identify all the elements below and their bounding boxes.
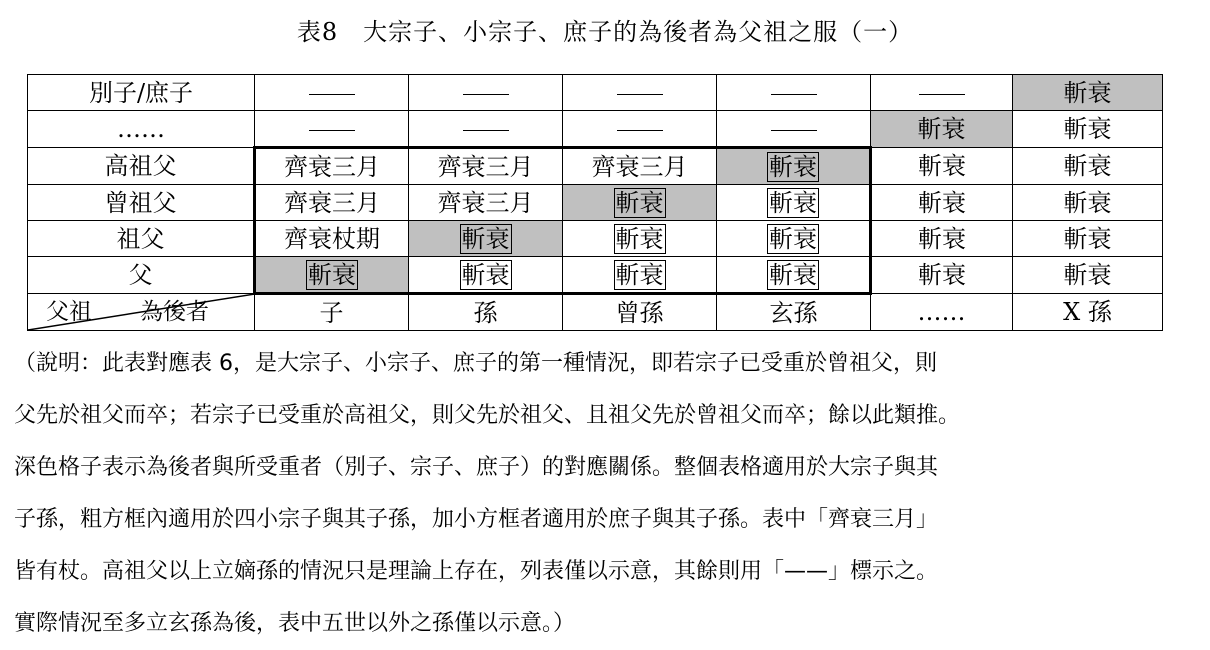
table-row: [28, 75, 1163, 111]
dash-mark: [463, 94, 509, 95]
row-label: ……: [28, 111, 255, 148]
table-cell: [409, 75, 563, 111]
boxed-cell-text: 斬衰: [769, 260, 817, 289]
table-cell: 斬衰: [1013, 221, 1163, 257]
table-title: 表8 大宗子、小宗子、庶子的為後者為父祖之服（一）: [296, 18, 914, 46]
table-cell: [255, 75, 409, 111]
boxed-cell-text: 斬衰: [769, 152, 817, 181]
boxed-cell-text: 斬衰: [461, 224, 510, 253]
table-cell: [255, 111, 409, 148]
dash-mark: [617, 94, 663, 95]
table-cell: [563, 257, 717, 294]
table-cell: 斬衰: [1013, 257, 1163, 294]
table-row: [28, 148, 1163, 185]
table-cell: [563, 185, 717, 221]
table-cell: 齊衰三月: [255, 185, 409, 221]
dash-mark: [309, 94, 355, 95]
table-cell: 齊衰三月: [255, 148, 409, 185]
table-row: [28, 221, 1163, 257]
table-cell: [409, 221, 563, 257]
boxed-cell-text: 斬衰: [461, 260, 510, 289]
table-cell: [717, 75, 871, 111]
row-label: 祖父: [28, 221, 255, 257]
column-header: 子: [255, 294, 409, 331]
note-line: 深色格子表示為後者與所受重者（別子、宗子、庶子）的對應關係。整個表格適用於大宗子與其: [14, 455, 939, 480]
mourning-table: [27, 74, 1163, 331]
boxed-cell-text: 斬衰: [769, 224, 817, 253]
table-cell: 斬衰: [871, 221, 1013, 257]
explanation-note: [14, 338, 1199, 650]
note-line: 實際情況至多立玄孫為後，表中五世以外之孫僅以示意。）: [14, 611, 576, 636]
column-header: X 孫: [1013, 294, 1163, 331]
table-row: [28, 257, 1163, 294]
dash-mark: [771, 130, 817, 131]
table-cell: 斬衰: [1013, 185, 1163, 221]
column-header: 孫: [409, 294, 563, 331]
table-cell: [563, 221, 717, 257]
table-cell: 齊衰杖期: [255, 221, 409, 257]
row-label: 父: [28, 257, 255, 294]
table-cell: 斬衰: [871, 148, 1013, 185]
dash-mark: [919, 94, 965, 95]
table-cell: 斬衰: [1013, 148, 1163, 185]
dash-mark: [463, 130, 509, 131]
boxed-cell-text: 斬衰: [615, 188, 664, 217]
note-line: 皆有杖。高祖父以上立嫡孫的情況只是理論上存在，列表僅以示意，其餘則用「——」標示之。: [14, 559, 939, 584]
table-cell: 斬衰: [871, 111, 1013, 148]
table-cell: [255, 257, 409, 294]
dash-mark: [309, 130, 355, 131]
table-cell: [409, 111, 563, 148]
row-label: 高祖父: [28, 148, 255, 185]
boxed-cell-text: 斬衰: [615, 224, 664, 253]
corner-label-right: 為後者: [140, 299, 209, 325]
corner-label-left: 父祖: [46, 299, 92, 325]
table-row: [28, 185, 1163, 221]
table-header-row: [28, 294, 1163, 331]
dash-mark: [617, 130, 663, 131]
table-cell: 斬衰: [871, 185, 1013, 221]
table-cell: [717, 148, 871, 185]
dash-mark: [771, 94, 817, 95]
table-cell: [409, 257, 563, 294]
note-line: 子孫，粗方框內適用於四小宗子與其子孫，加小方框者適用於庶子與其子孫。表中「齊衰三月」: [14, 507, 939, 532]
column-header: ……: [871, 294, 1013, 331]
note-line: （說明：此表對應表 6，是大宗子、小宗子、庶子的第一種情況，即若宗子已受重於曾祖父，則: [14, 351, 937, 376]
table-cell: 斬衰: [1013, 111, 1163, 148]
table-row: [28, 111, 1163, 148]
boxed-cell-text: 斬衰: [308, 260, 356, 289]
table-cell: 齊衰三月: [563, 148, 717, 185]
table-cell: [563, 75, 717, 111]
row-label: 別子/庶子: [28, 75, 255, 111]
boxed-cell-text: 斬衰: [615, 260, 664, 289]
row-label: 曾祖父: [28, 185, 255, 221]
corner-header: [28, 294, 255, 331]
table-cell: 斬衰: [871, 257, 1013, 294]
table-cell: [717, 185, 871, 221]
table-cell: 齊衰三月: [409, 185, 563, 221]
table-cell: 齊衰三月: [409, 148, 563, 185]
table-cell: [717, 111, 871, 148]
table-cell: [563, 111, 717, 148]
column-header: 玄孫: [717, 294, 871, 331]
table-cell: [717, 257, 871, 294]
table-cell: [871, 75, 1013, 111]
note-line: 父先於祖父而卒；若宗子已受重於高祖父，則父先於祖父、且祖父先於曾祖父而卒；餘以此類推。: [14, 403, 961, 428]
table-cell: [717, 221, 871, 257]
boxed-cell-text: 斬衰: [769, 188, 817, 217]
column-header: 曾孫: [563, 294, 717, 331]
table-cell: 斬衰: [1013, 75, 1163, 111]
